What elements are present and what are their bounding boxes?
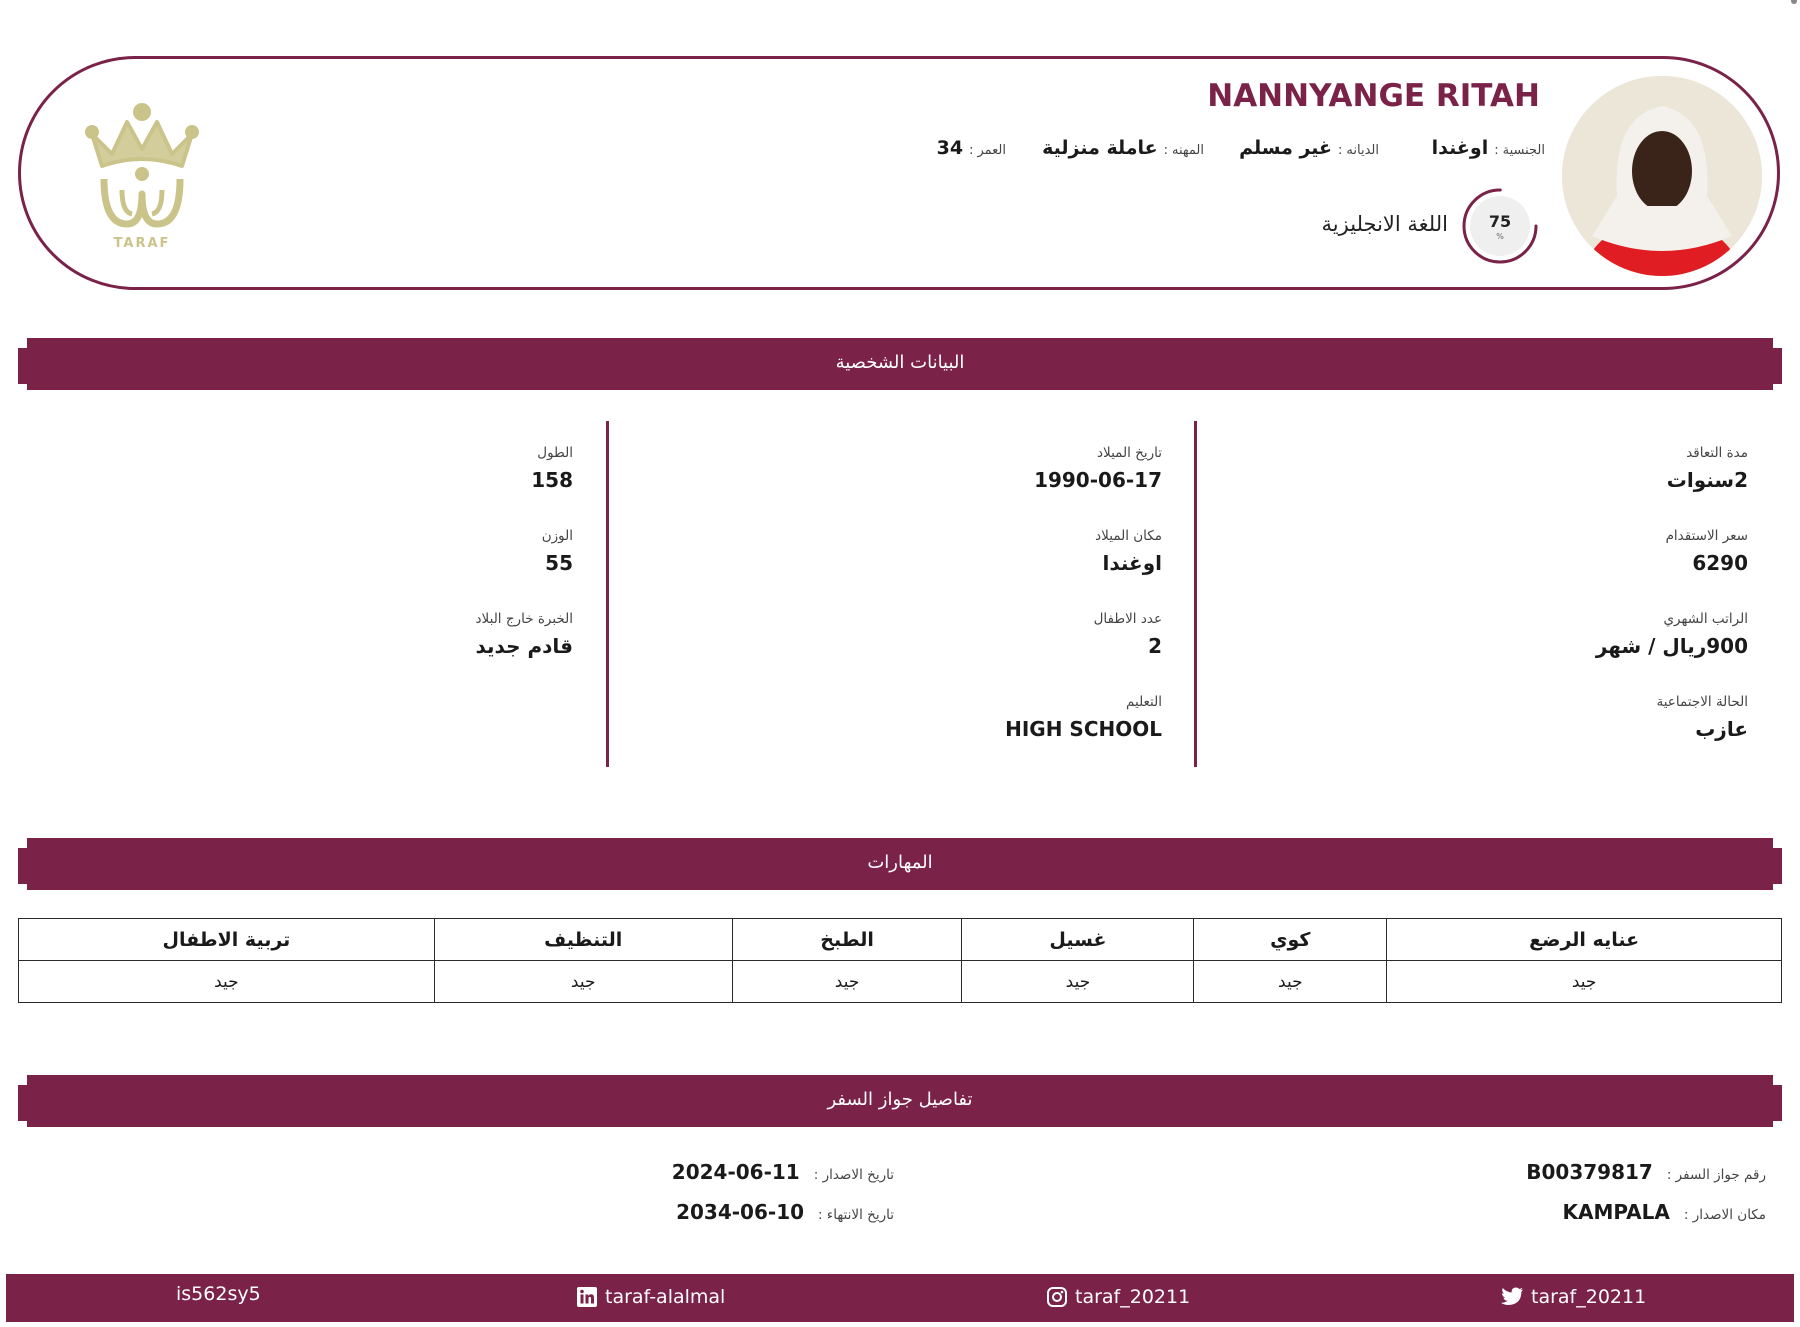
section-title-skills: المهارات bbox=[867, 852, 933, 873]
twitter-handle: taraf_20211 bbox=[1531, 1286, 1647, 1308]
expiry-date-label: تاريخ الانتهاء : bbox=[818, 1207, 894, 1223]
marital-status-field bbox=[1268, 694, 1748, 777]
recruitment-price-field bbox=[1268, 528, 1748, 611]
field-value: 1990-06-17 bbox=[1034, 468, 1162, 492]
age-info bbox=[937, 137, 1006, 165]
skill-header: الطبخ bbox=[732, 919, 962, 961]
field-label: عدد الاطفال bbox=[1093, 611, 1162, 627]
passport-number-label: رقم جواز السفر : bbox=[1666, 1167, 1766, 1183]
worker-photo bbox=[1562, 76, 1762, 276]
field-value: 900ريال / شهر bbox=[1595, 634, 1748, 658]
expiry-date-value: 2034-06-10 bbox=[676, 1200, 805, 1224]
field-value: 55 bbox=[545, 551, 573, 575]
field-value: قادم جديد bbox=[475, 634, 573, 658]
linkedin-link[interactable] bbox=[576, 1286, 725, 1308]
taraf-logo bbox=[82, 94, 202, 259]
separator: : bbox=[969, 143, 974, 158]
issue-place-label: مكان الاصدار : bbox=[1683, 1207, 1766, 1223]
field-label: تاريخ الميلاد bbox=[1097, 445, 1162, 461]
field-value: 6290 bbox=[1692, 551, 1748, 575]
field-value: اوغندا bbox=[1102, 551, 1162, 575]
field-value: 158 bbox=[531, 468, 573, 492]
profession-info bbox=[1042, 137, 1204, 165]
issue-date-value: 2024-06-11 bbox=[671, 1160, 800, 1184]
section-bar-passport bbox=[18, 1075, 1782, 1127]
corner-dot bbox=[1791, 0, 1797, 4]
religion-label: الديانه bbox=[1346, 143, 1379, 158]
personal-col-middle bbox=[682, 445, 1162, 777]
nationality-info bbox=[1432, 137, 1545, 165]
issue-place-value: KAMPALA bbox=[1562, 1200, 1670, 1224]
issue-date-row bbox=[672, 1160, 894, 1184]
birth-date-field bbox=[682, 445, 1162, 528]
skill-value: جيد bbox=[19, 961, 435, 1003]
experience-abroad-field bbox=[173, 611, 573, 694]
percent-sign: % bbox=[1496, 232, 1504, 241]
field-label: التعليم bbox=[1126, 694, 1162, 710]
column-divider bbox=[606, 421, 609, 767]
section-bar-skills bbox=[18, 838, 1782, 890]
field-label: الخبرة خارج البلاد bbox=[475, 611, 573, 627]
skill-value: جيد bbox=[434, 961, 732, 1003]
field-label: الوزن bbox=[541, 528, 573, 544]
linkedin-handle: taraf-alalmal bbox=[605, 1286, 726, 1308]
field-value: HIGH SCHOOL bbox=[1005, 717, 1162, 741]
field-label: الطول bbox=[537, 445, 573, 461]
language-label: اللغة الانجليزية bbox=[1321, 212, 1448, 236]
field-label: الراتب الشهري bbox=[1663, 611, 1748, 627]
section-title-personal: البيانات الشخصية bbox=[835, 352, 965, 373]
worker-name: NANNYANGE RITAH bbox=[1207, 78, 1540, 114]
height-field bbox=[173, 445, 573, 528]
logo-text: TARAF bbox=[113, 236, 171, 251]
age-label: العمر bbox=[977, 143, 1006, 158]
field-value: عازب bbox=[1695, 717, 1748, 741]
footer-code-text: is562sy5 bbox=[176, 1283, 261, 1305]
section-title-passport: تفاصيل جواز السفر bbox=[827, 1089, 973, 1110]
birth-place-field bbox=[682, 528, 1162, 611]
skill-header: التنظيف bbox=[434, 919, 732, 961]
separator: : bbox=[1338, 143, 1343, 158]
nationality-value: اوغندا bbox=[1431, 137, 1489, 159]
language-progress-ring bbox=[1460, 186, 1540, 266]
separator: : bbox=[1494, 143, 1499, 158]
skill-header: غسيل bbox=[962, 919, 1194, 961]
section-bar-personal bbox=[18, 338, 1782, 390]
footer bbox=[6, 1274, 1794, 1322]
footer-code bbox=[176, 1283, 261, 1305]
skill-value: جيد bbox=[732, 961, 962, 1003]
education-field bbox=[682, 694, 1162, 777]
skill-value: جيد bbox=[1387, 961, 1782, 1003]
skills-table bbox=[18, 918, 1782, 1003]
separator: : bbox=[1163, 143, 1169, 158]
passport-number-row bbox=[1526, 1160, 1766, 1184]
crown-logo-icon bbox=[82, 94, 202, 234]
personal-col-right bbox=[1268, 445, 1748, 777]
personal-col-left bbox=[173, 445, 573, 694]
contract-duration-field bbox=[1268, 445, 1748, 528]
skill-value: جيد bbox=[1194, 961, 1387, 1003]
age-value: 34 bbox=[936, 137, 964, 159]
religion-value: غير مسلم bbox=[1239, 137, 1333, 159]
skill-header: تربية الاطفال bbox=[19, 919, 435, 961]
religion-info bbox=[1239, 137, 1379, 165]
field-label: الحالة الاجتماعية bbox=[1656, 694, 1748, 710]
profession-value: عاملة منزلية bbox=[1042, 137, 1158, 159]
issue-date-label: تاريخ الاصدار : bbox=[813, 1167, 894, 1183]
instagram-handle: taraf_20211 bbox=[1075, 1286, 1191, 1308]
issue-place-row bbox=[1562, 1200, 1766, 1224]
field-label: سعر الاستقدام bbox=[1665, 528, 1748, 544]
skills-value-row bbox=[19, 961, 1782, 1003]
expiry-date-row bbox=[676, 1200, 894, 1224]
field-value: 2 bbox=[1148, 634, 1162, 658]
profession-label: المهنه bbox=[1172, 143, 1204, 158]
field-value: 2سنوات bbox=[1666, 468, 1748, 492]
instagram-icon bbox=[1046, 1286, 1068, 1308]
instagram-link[interactable] bbox=[1046, 1286, 1190, 1308]
passport-number-value: B00379817 bbox=[1526, 1160, 1653, 1184]
field-label: مدة التعاقد bbox=[1686, 445, 1748, 461]
skill-header: عنايه الرضع bbox=[1387, 919, 1782, 961]
skill-value: جيد bbox=[962, 961, 1194, 1003]
skill-header: كوي bbox=[1194, 919, 1387, 961]
linkedin-icon bbox=[576, 1286, 598, 1308]
field-label: مكان الميلاد bbox=[1095, 528, 1162, 544]
language-percent-value: 75 bbox=[1488, 212, 1512, 231]
twitter-link[interactable] bbox=[1500, 1286, 1646, 1308]
monthly-salary-field bbox=[1268, 611, 1748, 694]
nationality-label: الجنسية bbox=[1502, 143, 1545, 158]
children-count-field bbox=[682, 611, 1162, 694]
twitter-icon bbox=[1500, 1286, 1524, 1308]
column-divider bbox=[1194, 421, 1197, 767]
skills-header-row bbox=[19, 919, 1782, 961]
weight-field bbox=[173, 528, 573, 611]
